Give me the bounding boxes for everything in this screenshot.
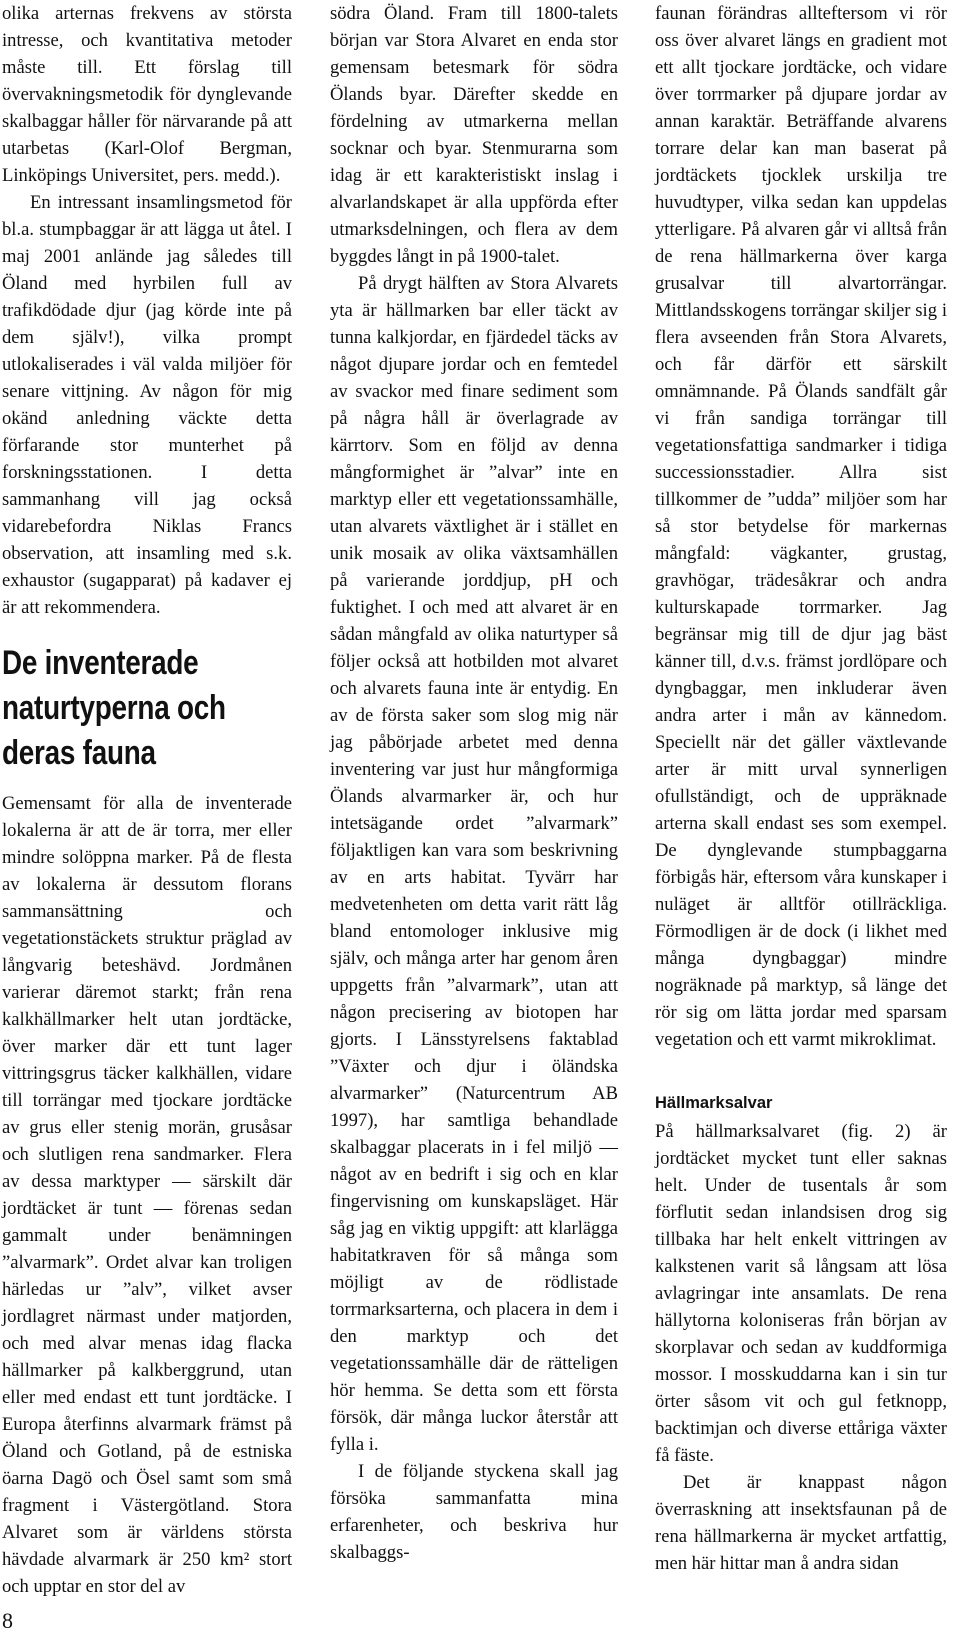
paragraph: På drygt hälften av Stora Alvarets yta är hällmarken bar eller täckt av tunna kalkjordar, en fjärdedel täcks av något djupare jordar och en femtedel av svackor med finare sediment som på några håll är överlagrade av kärrtorv. Som en följd av denna mångformighet är ”alvar” inte en marktyp eller ett vegetationssamhälle, utan alvarets växtlighet är i stället en unik mosaik av olika växtsamhällen på varierande jorddjup, pH och fuktighet. I och med att alvaret är en sådan mångfald av olika naturtyper så följer också att hotbilden mot alvaret och alvarets fauna inte är entydig. En av de första saker som slog mig när jag påbörjade arbetet med denna inventering var just hur mångformiga Ölands alvarmarker är, och hur intetsägande ordet ”alvarmark” följaktligen kan vara som beskrivning av en arts habitat. Tyvärr har medvetenheten om detta varit rätt låg bland entomologer inklusive mig själv, och många arter har genom åren uppgetts från ”alvarmark”, utan att någon precisering av biotopen har gjorts. I Länsstyrelsens faktablad ”Växter och djur i öländska alvarmarker” (Naturcentrum AB 1997), har samtliga behandlade skalbaggar placerats in i fel miljö — något av en bedrift i sig och en klar fingervisning om kunskapsläget. Här såg jag en viktig uppgift: att klarlägga habitatkraven för så många som möjligt av de rödlistade torrmarksarterna, och placera in dem i den marktyp och det vegetationssamhälle där de rätteligen hör hemma. Se detta som ett första försök, där många luckor återstår att fylla i. bbox=[330, 273, 618, 1455]
page-number: 8 bbox=[2, 1608, 13, 1633]
paragraph: En intressant insamlingsmetod för bl.a. stumpbaggar är att lägga ut åtel. I maj 2001 anlände jag således till Öland med hyrbilen full av trafikdödade djur (jag körde inte på dem själv!), vilka prompt utlokaliserades i väl valda miljöer för senare vittjning. Av någon för mig okänd anledning väckte detta förfarande stor munterhet på forskningsstationen. I detta sammanhang vill jag också vidarebefordra Niklas Francs observation, att insamling med s.k. exhaustor (sugapparat) på kadaver ej är att rekommendera. bbox=[2, 192, 292, 618]
text-column-1 bbox=[2, 0, 292, 1600]
section-heading: De inventerade naturtyperna och deras fauna bbox=[2, 644, 226, 772]
text-column-3 bbox=[655, 0, 947, 1577]
paragraph: faunan förändras allteftersom vi rör oss över alvaret längs en gradient mot ett allt tjockare jordtäcke, och vidare över torrmarker på djupare jordar av annan karaktär. Beträffande alvarens torrare delar kan man baserat på jordtäckets tjocklek urskilja tre huvudtyper, vilka sedan kan uppdelas ytterligare. På alvaren går vi alltså från de rena hällmarkerna över karga grusalvar till alvartorrängar. Mittlandsskogens torrängar skiljer sig i flera avseenden från Stora Alvarets, och får därför ett särskilt omnämnande. På Ölands sandfält går vi från sandiga torrängar till vegetationsfattiga sandmarker i tidiga successionsstadier. Allra sist tillkommer de ”udda” miljöer som har så stor betydelse för markernas mångfald: vägkanter, grustag, gravhögar, trädesåkrar och andra kulturskapade torrmarker. Jag begränsar mig till de djur jag bäst känner till, d.v.s. främst jordlöpare och dyngbaggar, men inkluderar även andra arter i mån av kännedom. Speciellt när det gäller växtlevande arter är mitt urval synnerligen ofullständigt, och de uppräknade arterna skall endast ses som exempel. De dynglevande stumpbaggarna förbigås här, eftersom våra kunskaper i nuläget är alltför otillräckliga. Förmodligen är de dock (i likhet med många dyngbaggar) mindre nogräknade på marktyp, så länge det rör sig om lätta jordar med sparsam vegetation och ett varmt mikroklimat. bbox=[655, 3, 947, 1050]
paragraph: södra Öland. Fram till 1800-talets början var Stora Alvaret en enda stor gemensam betesmark för södra Ölands byar. Därefter skedde en fördelning av utmarkerna mellan socknar och byar. Stenmurarna som idag är ett karakteristiskt inslag i alvarlandskapet är alla uppförda efter utmarksdelningen, och flera av dem byggdes långt in på 1900-talet. bbox=[330, 3, 618, 267]
paragraph: På hällmarksalvaret (fig. 2) är jordtäcket mycket tunt eller saknas helt. Under de tusentals år som förflutit sedan inlandsisen drog sig tillbaka har helt enkelt vittringen av kalkstenen varit så långsam att lösa avlagringar inte ansamlats. De rena hällytorna koloniseras från början av skorplavar och sedan av kuddformiga mossor. I mosskuddarna kan i sin tur örter såsom vit och gul fetknopp, backtimjan och diverse ettåriga växter få fäste. bbox=[655, 1121, 947, 1466]
paragraph: olika arternas frekvens av största intresse, och kvantitativa metoder måste till. Ett förslag till övervakningsmetodik för dynglevande skalbaggar håller för närvarande på att utarbetas (Karl-Olof Bergman, Linköpings Universitet, pers. medd.). bbox=[2, 3, 292, 186]
subsection-heading: Hällmarksalvar bbox=[655, 1094, 773, 1112]
text-column-2 bbox=[330, 0, 618, 1566]
paragraph: I de följande styckena skall jag försöka sammanfatta mina erfarenheter, och beskriva hur skalbaggs- bbox=[330, 1461, 618, 1563]
paragraph: Det är knappast någon överraskning att insektsfaunan på de rena hällmarkerna är mycket artfattig, men här hittar man å andra sidan bbox=[655, 1472, 947, 1574]
paragraph: Gemensamt för alla de inventerade lokalerna är att de är torra, mer eller mindre solöppna marker. På de flesta av lokalerna är dessutom florans sammansättning och vegetationstäckets struktur präglad av långvarig beteshävd. Jordmånen varierar däremot starkt; från rena kalkhällmarker helt utan jordtäcke, över marker där ett tunt lager vittringsgrus täcker kalkhällen, vidare till torrängar med tjockare jordtäcke av grus eller stenig morän, grusåsar och slutligen rena sandmarker. Flera av dessa marktyper — särskilt där jordtäcket är tunt — förenas sedan gammalt under benämningen ”alvarmark”. Ordet alvar kan troligen härledas ur ”alv”, vilket avser jordlagret närmast under matjorden, och med alvar menas idag flacka hällmarker på kalkberggrund, utan eller med endast ett tunt jordtäcke. I Europa återfinns alvarmark främst på Öland och Gotland, på de estniska öarna Dagö och Ösel samt som små fragment i Västergötland. Stora Alvaret som är världens största hävdade alvarmark är 250 km² stort och upptar en stor del av bbox=[2, 793, 292, 1597]
